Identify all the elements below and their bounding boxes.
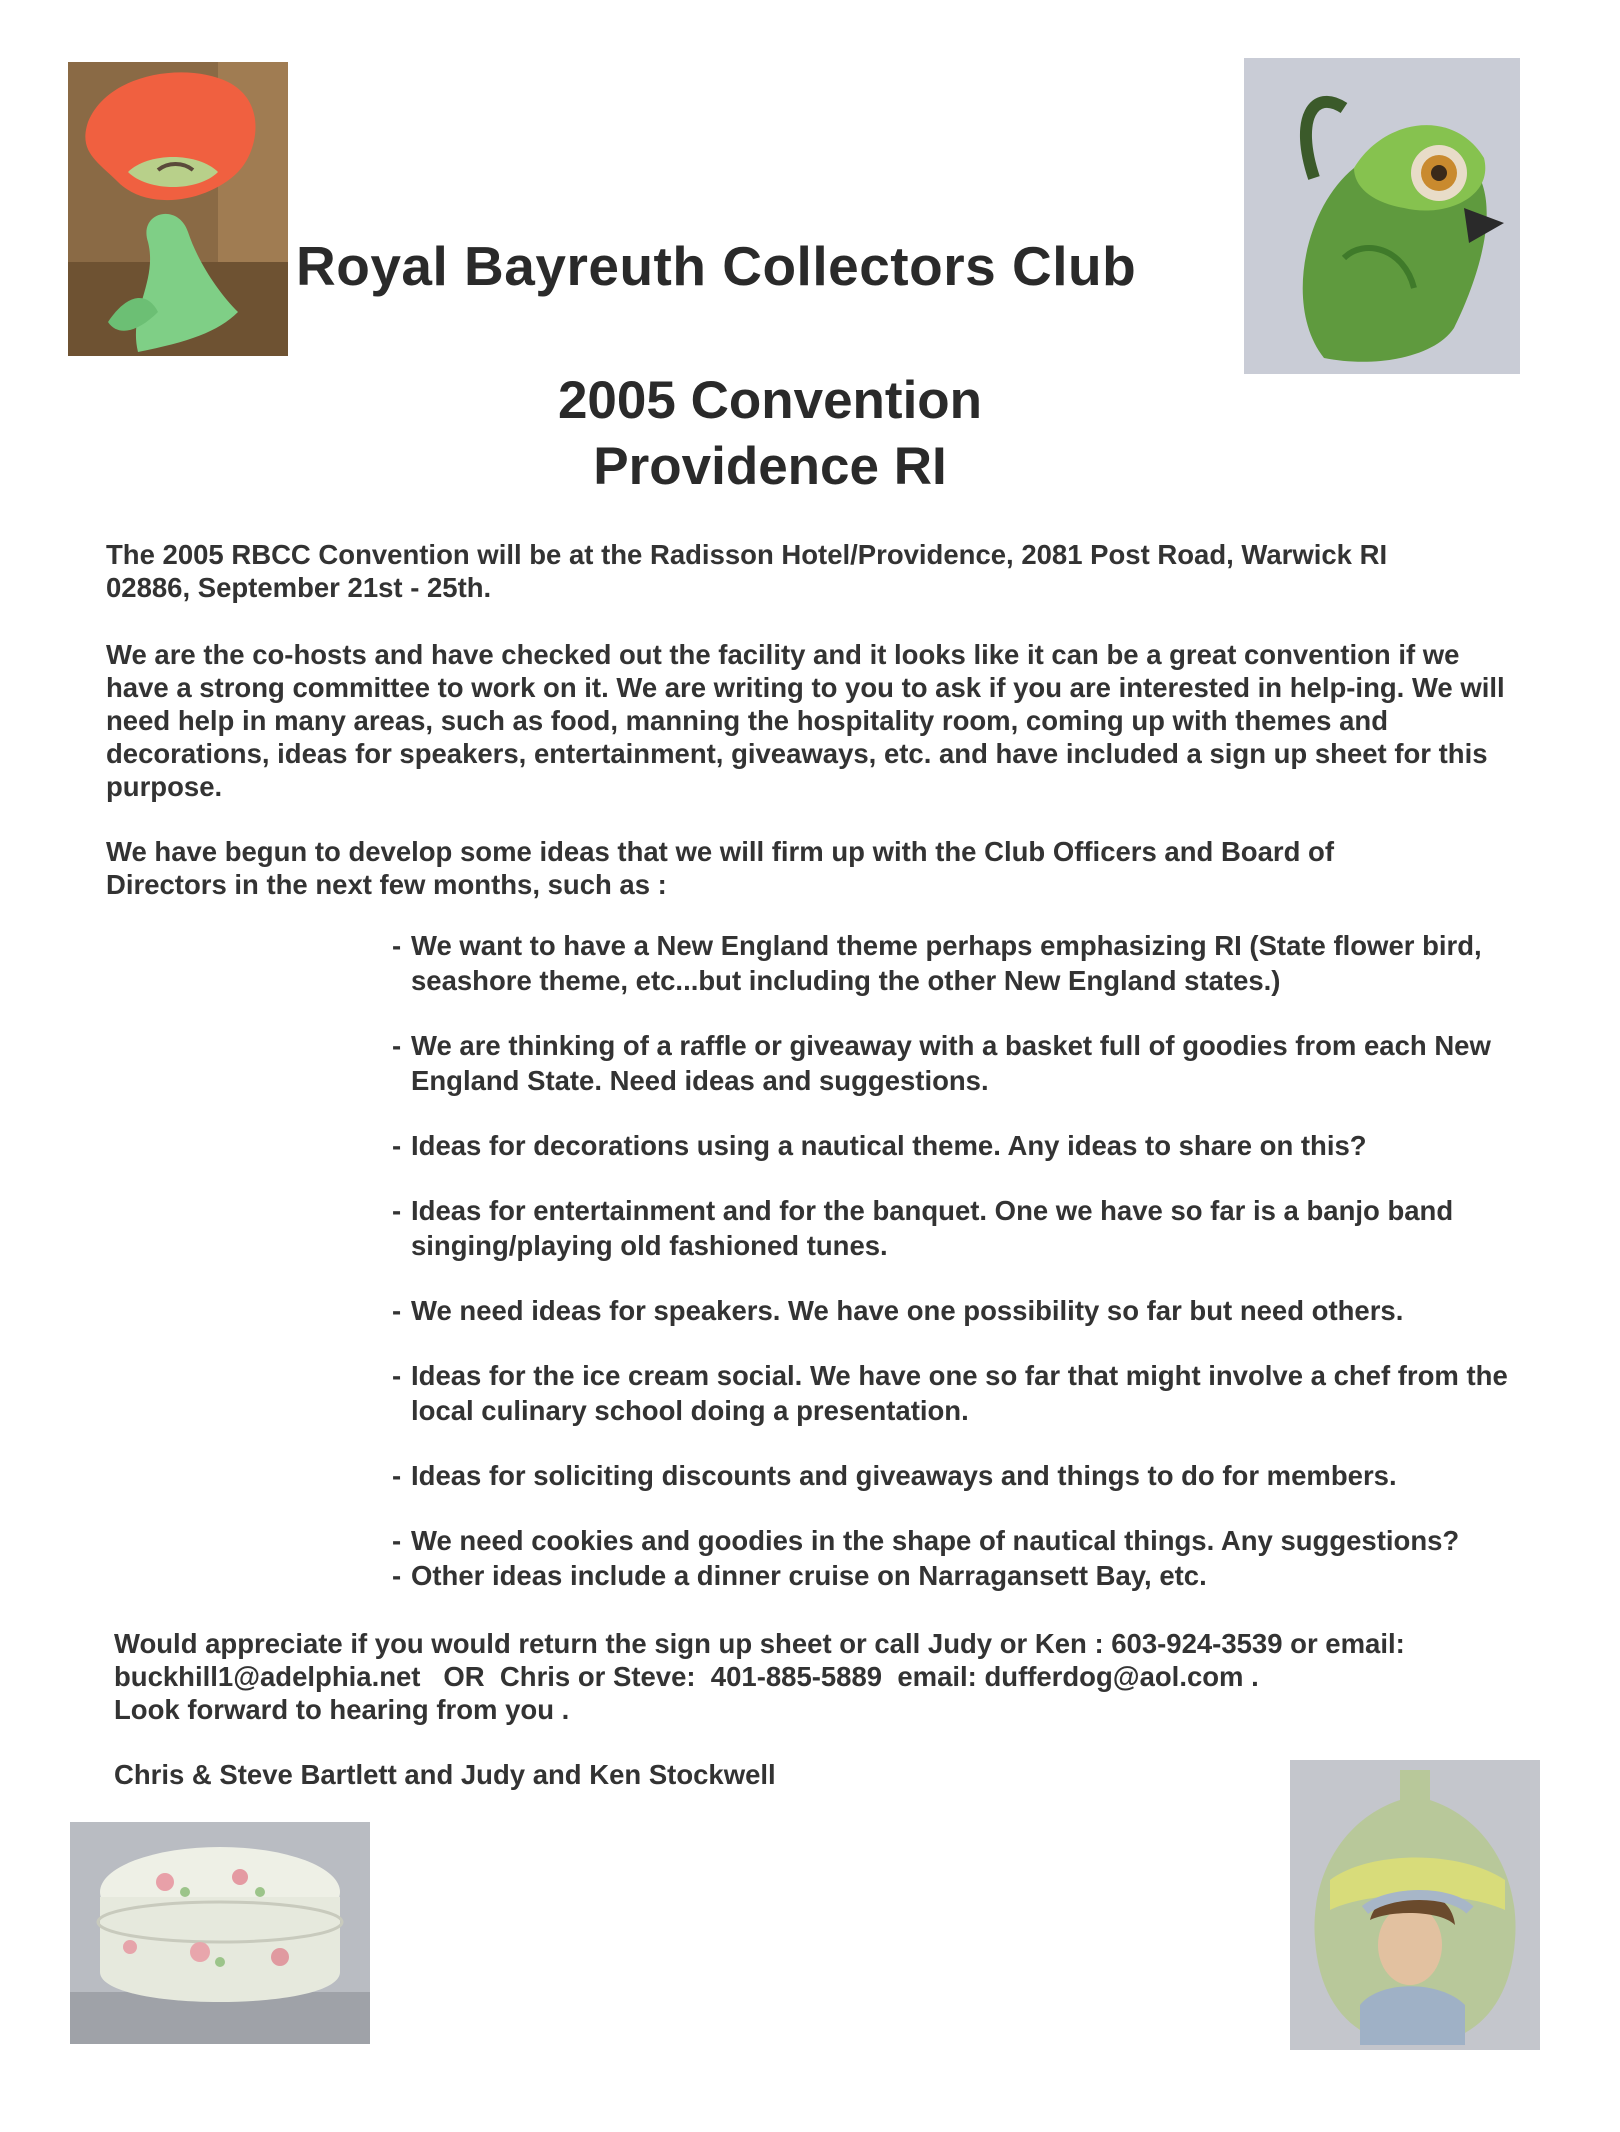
list-dash: - [392,1360,402,1391]
list-item [392,1523,1522,1558]
contact-line-2: buckhill1@adelphia.net OR Chris or Steve: 401-885-5889 email: dufferdog@aol.com . [114,1661,1259,1692]
list-item [392,1193,1522,1263]
list-item-text: We are thinking of a raffle or giveaway with a basket full of goodies from each New England State. Need ideas and suggestions. [411,1030,1491,1096]
list-dash: - [392,930,402,961]
list-dash: - [392,1460,402,1491]
list-item [392,1458,1522,1493]
list-dash: - [392,1295,402,1326]
list-item-text: We need ideas for speakers. We have one possibility so far but need others. [411,1295,1404,1326]
list-dash: - [392,1130,402,1161]
list-item-text: We want to have a New England theme perhaps emphasizing RI (State flower bird, seashore theme, etc...but including the other New England states.) [411,930,1482,996]
list-item-text: Ideas for entertainment and for the banquet. One we have so far is a banjo band singing/playing old fashioned tunes. [411,1195,1454,1261]
list-item-text: Ideas for soliciting discounts and giveaways and things to do for members. [411,1460,1397,1491]
list-dash: - [392,1525,402,1556]
list-item [392,1128,1522,1163]
list-dash: - [392,1195,402,1226]
list-item-text: Ideas for the ice cream social. We have one so far that might involve a chef from the local culinary school doing a presentation. [411,1360,1508,1426]
list-item-text: We need cookies and goodies in the shape of nautical things. Any suggestions? [411,1525,1460,1556]
portrait-vase-icon [1290,1760,1540,2050]
list-item [392,1358,1522,1428]
convention-heading: 2005 Convention [557,371,983,430]
list-item [392,1028,1522,1098]
rose-covered-dish-icon [70,1822,370,2044]
contact-line-3: Look forward to hearing from you . [114,1694,570,1725]
list-item-text: Ideas for decorations using a nautical theme. Any ideas to share on this? [411,1130,1367,1161]
signature: Chris & Steve Bartlett and Judy and Ken Stockwell [114,1759,776,1790]
list-dash: - [392,1560,402,1591]
poppy-figurine-icon [68,62,288,356]
ideas-intro-paragraph: We have begun to develop some ideas that we will firm up with the Club Officers and Board of Directors in the next few months, such as : [106,836,1334,900]
list-item [392,1293,1522,1328]
cohosts-paragraph: We are the co-hosts and have checked out the facility and it looks like it can be a great convention if we have a strong committee to work on it. We are writing to you to ask if you are interested in help-ing. We will need help in many areas, such as food, manning the hospitality room, coming up with themes and decorations, ideas for speakers, entertainment, giveaways, etc. and have included a sign up sheet for this purpose. [106,639,1505,802]
list-item-text: Other ideas include a dinner cruise on Narragansett Bay, etc. [411,1560,1207,1591]
page-title: Royal Bayreuth Collectors Club [296,235,1137,297]
location-heading: Providence RI [593,437,947,496]
parrot-pitcher-icon [1244,58,1520,374]
list-item [392,1558,1522,1593]
intro-paragraph: The 2005 RBCC Convention will be at the Radisson Hotel/Providence, 2081 Post Road, Warwick RI 02886, September 21st - 25th. [106,539,1388,603]
contact-line-1: Would appreciate if you would return the sign up sheet or call Judy or Ken : 603-924-3539 or email: [114,1628,1405,1659]
list-item [392,928,1522,998]
list-dash: - [392,1030,402,1061]
